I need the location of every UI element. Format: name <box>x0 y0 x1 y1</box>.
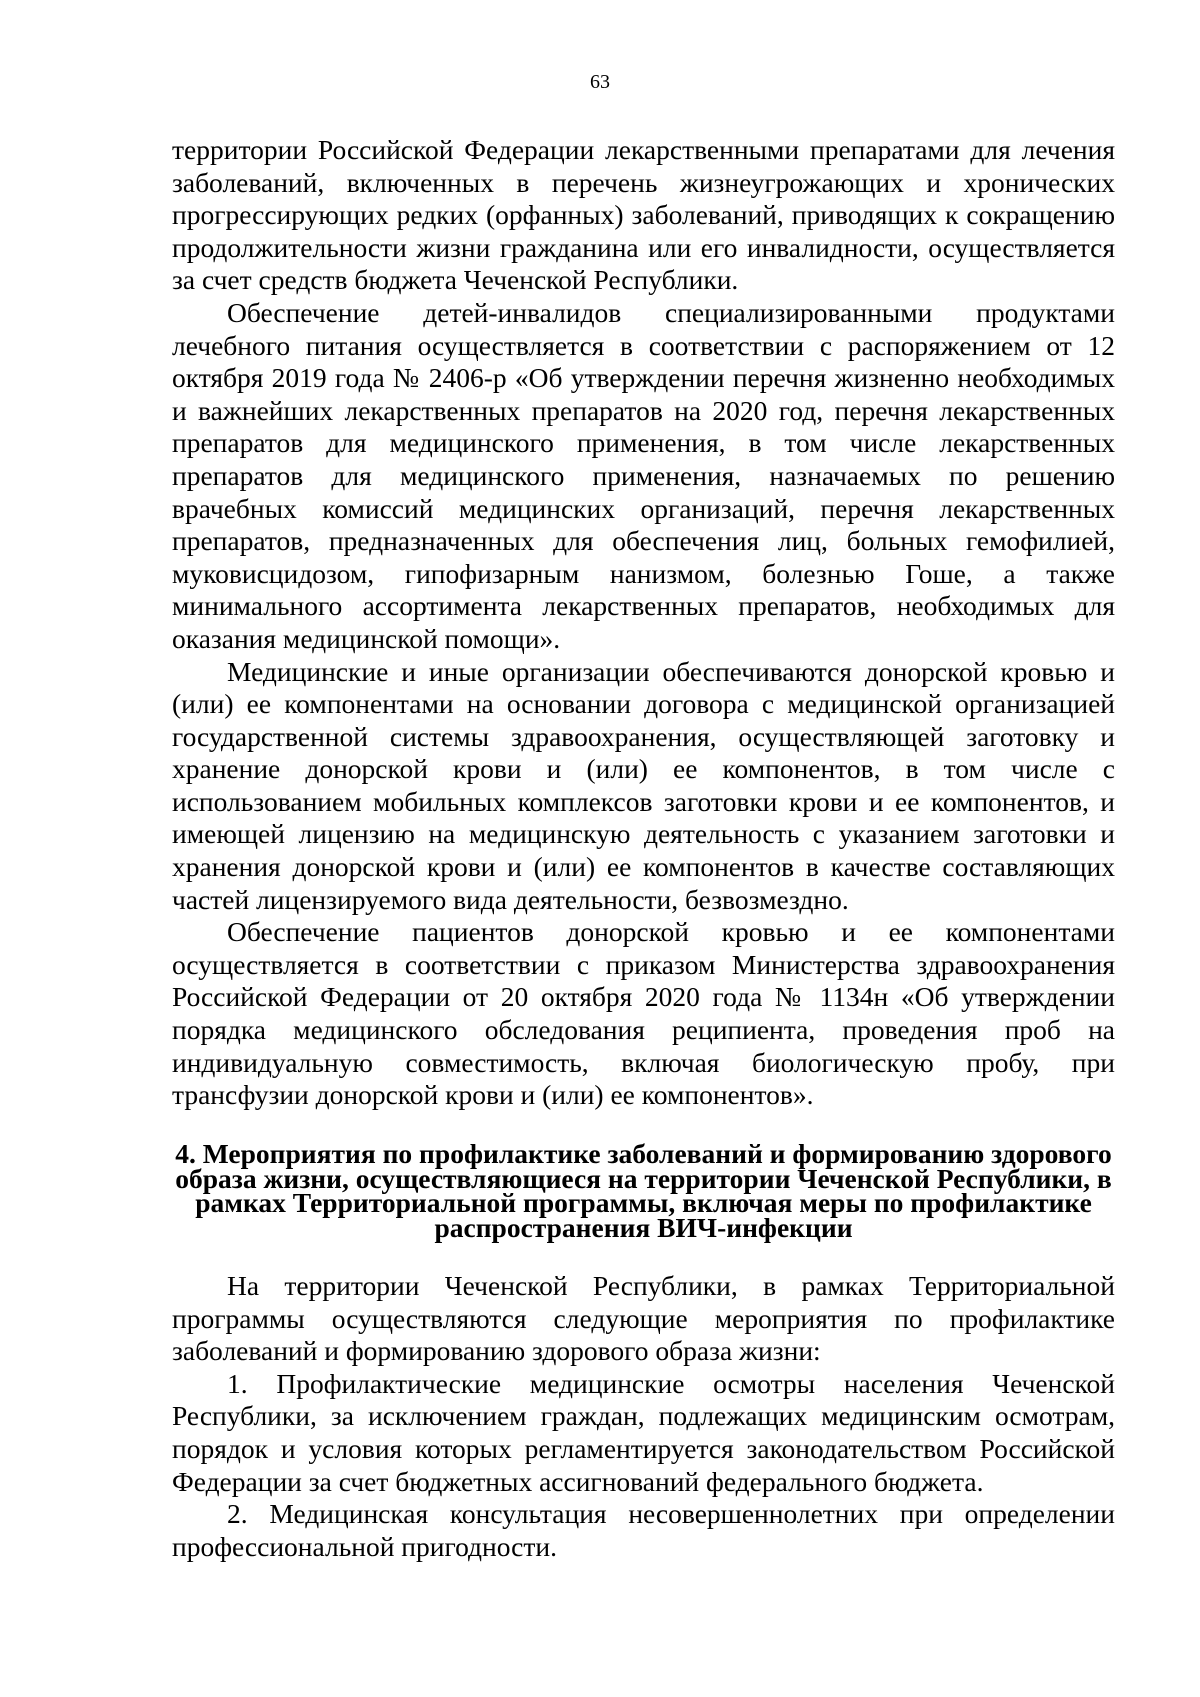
page-number: 63 <box>590 71 610 93</box>
section-heading: 4. Мероприятия по профилактике заболеваний и формированию здорового образа жизни, осуществляющиеся на территории Чеченской Республики, в рамках Территориальной программы, включая меры по профилактике распространения ВИЧ-инфекции <box>175 1138 1112 1243</box>
paragraph: Медицинские и иные организации обеспечиваются донорской кровью и (или) ее компонентами на основании договора с медицинской организацией государственной системы здравоохранения, осуществляющей заготовку и хранение донорской крови и (или) ее компонентов, в том числе с использованием мобильных комплексов заготовки крови и ее компонентов, и имеющей лицензию на медицинскую деятельность с указанием заготовки и хранения донорской крови и (или) ее компонентов в качестве составляющих частей лицензируемого вида деятельности, безвозмездно. <box>172 655 1115 915</box>
list-item: 2. Медицинская консультация несовершеннолетних при определении профессиональной пригодности. <box>172 1498 1115 1562</box>
text-block-top <box>172 134 1115 1112</box>
paragraph: Обеспечение детей-инвалидов специализированными продуктами лечебного питания осуществляется в соответствии с распоряжением от 12 октября 2019 года № 2406-р «Об утверждении перечня жизненно необходимых и важнейших лекарственных препаратов на 2020 год, перечня лекарственных препаратов для медицинского применения, в том числе лекарственных препаратов для медицинского применения, назначаемых по решению врачебных комиссий медицинских организаций, перечня лекарственных препаратов, предназначенных для обеспечения лиц, больных гемофилией, муковисцидозом, гипофизарным нанизмом, болезнью Гоше, а также минимального ассортимента лекарственных препаратов, необходимых для оказания медицинской помощи». <box>172 296 1115 654</box>
paragraph: территории Российской Федерации лекарственными препаратами для лечения заболеваний, включенных в перечень жизнеугрожающих и хронических прогрессирующих редких (орфанных) заболеваний, приводящих к сокращению продолжительности жизни гражданина или его инвалидности, осуществляется за счет средств бюджета Чеченской Республики. <box>172 134 1115 296</box>
list-item: 1. Профилактические медицинские осмотры населения Чеченской Республики, за исключением граждан, подлежащих медицинским осмотрам, порядок и условия которых регламентируется законодательством Российской Федерации за счет бюджетных ассигнований федерального бюджета. <box>172 1367 1115 1497</box>
text-block-bottom <box>172 1270 1115 1563</box>
paragraph: На территории Чеченской Республики, в рамках Территориальной программы осуществляются следующие мероприятия по профилактике заболеваний и формированию здорового образа жизни: <box>172 1270 1115 1367</box>
paragraph: Обеспечение пациентов донорской кровью и ее компонентами осуществляется в соответствии с приказом Министерства здравоохранения Российской Федерации от 20 октября 2020 года № 1134н «Об утверждении порядка медицинского обследования реципиента, проведения проб на индивидуальную совместимость, включая биологическую пробу, при трансфузии донорской крови и (или) ее компонентов». <box>172 916 1115 1111</box>
